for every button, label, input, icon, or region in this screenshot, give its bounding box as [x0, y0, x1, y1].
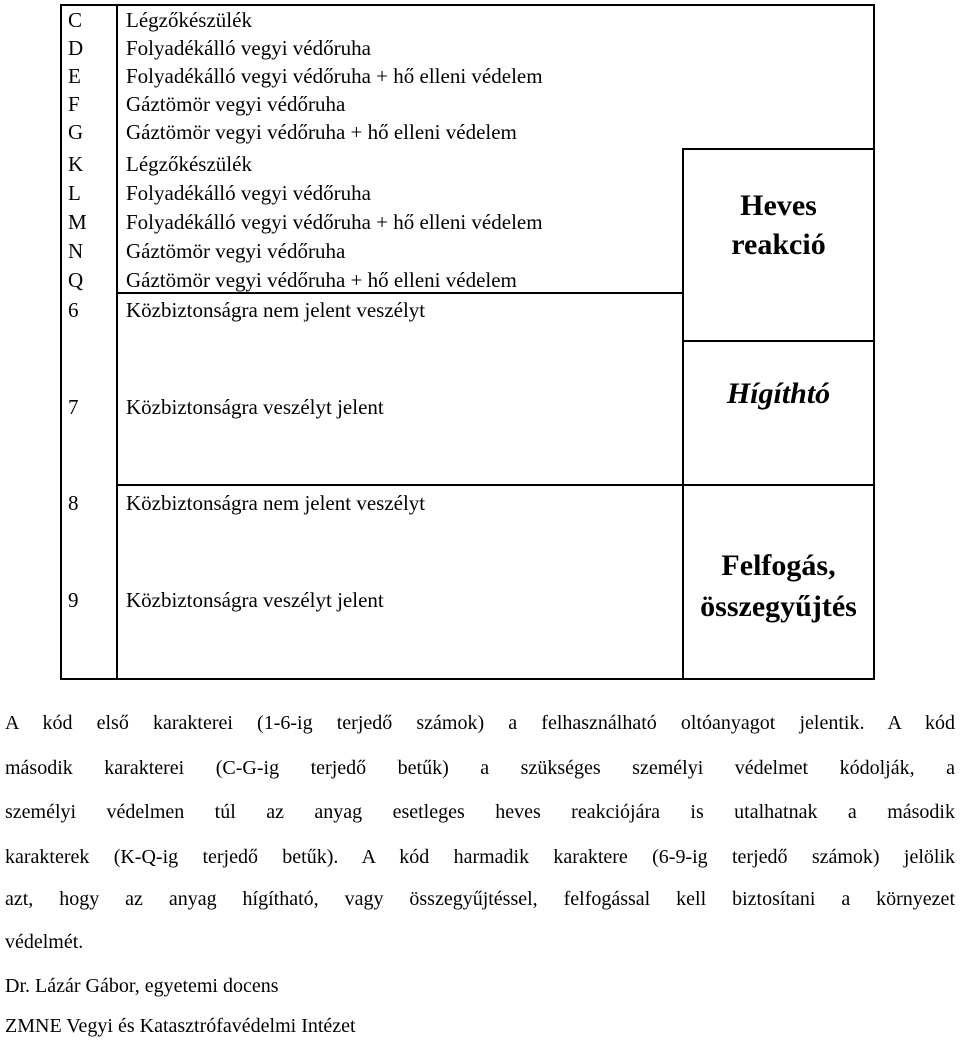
code-letter: Q	[68, 268, 84, 292]
code-description: Gáztömör vegyi védőruha + hő elleni védelem	[126, 120, 517, 144]
paragraph-line: azt, hogy az anyag hígítható, vagy összegyűjtéssel, felfogással kell biztosítani a környezet	[5, 888, 955, 910]
code-description: Folyadékálló vegyi védőruha + hő elleni védelem	[126, 210, 543, 234]
code-letter: F	[68, 92, 80, 116]
code-letter: E	[68, 64, 81, 88]
higithato-label: Hígíthtó	[726, 377, 831, 410]
code-description: Folyadékálló vegyi védőruha + hő elleni védelem	[126, 64, 543, 88]
row-number: 6	[68, 298, 79, 322]
table-border-left	[60, 4, 62, 680]
paragraph-line: második karakterei (C-G-ig terjedő betűk) a szükséges személyi védelmet kódolják, a	[5, 757, 955, 779]
code-letter: M	[68, 210, 87, 234]
heves-line-2: reakció	[731, 228, 826, 261]
paragraph-line: védelmét.	[5, 931, 84, 953]
table-divider-row7	[116, 292, 118, 680]
code-description: Légzőkészülék	[126, 8, 252, 32]
felfogas-line-1: Felfogás,	[721, 549, 836, 582]
paragraph-line: A kód első karakterei (1-6-ig terjedő számok) a felhasználható oltóanyagot jelentik. A kód	[5, 712, 955, 734]
table-divider-group	[682, 148, 875, 150]
table-border-top	[60, 4, 875, 6]
row-number: 9	[68, 588, 79, 612]
row-text: Közbiztonságra nem jelent veszélyt	[126, 491, 426, 515]
code-letter: N	[68, 239, 84, 263]
code-description: Gáztömör vegyi védőruha	[126, 239, 346, 263]
table-divider-heves-bottom	[682, 340, 875, 342]
row-text: Közbiztonságra veszélyt jelent	[126, 588, 384, 612]
table-divider-higit-bottom	[682, 484, 875, 486]
code-description: Folyadékálló vegyi védőruha	[126, 36, 371, 60]
code-description: Gáztömör vegyi védőruha	[126, 92, 346, 116]
code-description: Gáztömör vegyi védőruha + hő elleni védelem	[126, 268, 517, 292]
felfogas-line-2: összegyűjtés	[700, 590, 857, 623]
table-divider-letters	[116, 4, 118, 294]
code-letter: K	[68, 152, 84, 176]
table-divider-mid	[116, 484, 684, 486]
heves-line-1: Heves	[740, 189, 817, 222]
table-border-bottom	[60, 678, 875, 680]
code-letter: L	[68, 181, 81, 205]
code-letter: D	[68, 36, 84, 60]
table-border-right	[873, 4, 875, 680]
row-text: Közbiztonságra nem jelent veszélyt	[126, 298, 426, 322]
code-letter: C	[68, 8, 83, 32]
row-text: Közbiztonságra veszélyt jelent	[126, 395, 384, 419]
row-number: 8	[68, 491, 79, 515]
code-description: Légzőkészülék	[126, 152, 252, 176]
paragraph-line: karakterek (K-Q-ig terjedő betűk). A kód harmadik karaktere (6-9-ig terjedő számok) jelölik	[5, 846, 955, 868]
row-number: 7	[68, 395, 79, 419]
table-divider-row6	[116, 292, 684, 294]
code-description: Folyadékálló vegyi védőruha	[126, 181, 371, 205]
author-institute: ZMNE Vegyi és Katasztrófavédelmi Intézet	[5, 1015, 356, 1037]
author-name: Dr. Lázár Gábor, egyetemi docens	[5, 975, 279, 997]
code-letter: G	[68, 120, 84, 144]
paragraph-line: személyi védelmen túl az anyag esetleges heves reakciójára is utalhatnak a második	[5, 801, 955, 823]
